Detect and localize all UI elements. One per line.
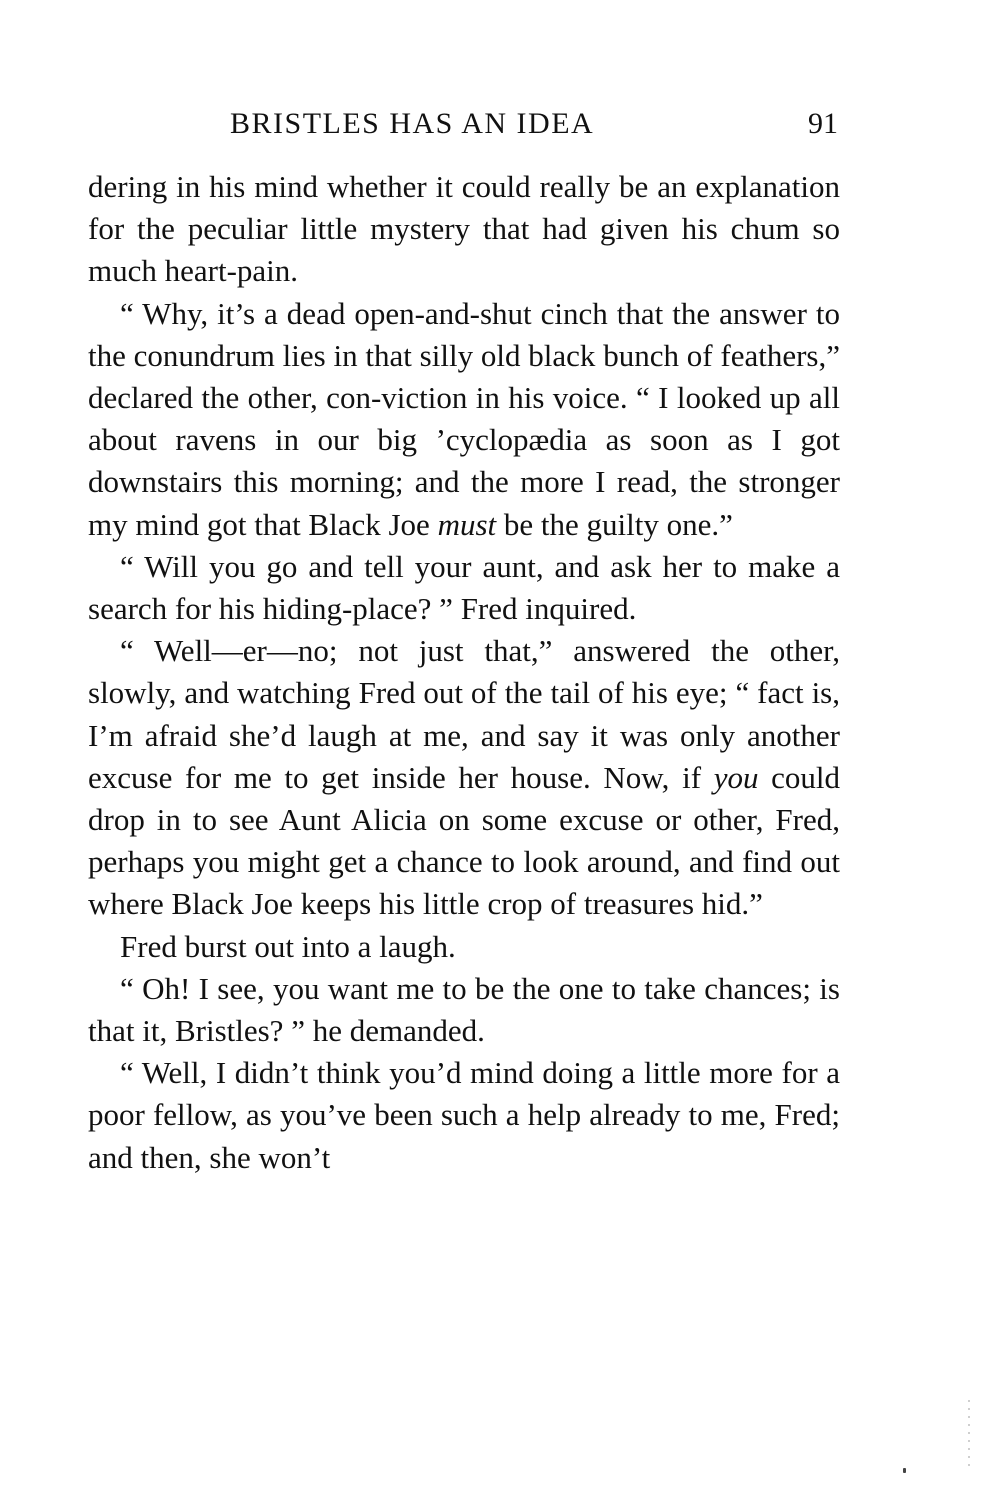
chapter-title: BRISTLES HAS AN IDEA bbox=[230, 107, 595, 140]
paragraph bbox=[88, 630, 840, 925]
paragraph-text: “ Well—er—no; not just that,” answered the other, slowly, and watching Fred out of the tail of his eye; “ fact is, I’m afraid she’d laugh at me, and say it was only another excuse for me to get inside her house. Now, if bbox=[88, 633, 840, 795]
paragraph-text: “ Will you go and tell your aunt, and ask her to make a search for his hiding-place? ” Fred inquired. bbox=[88, 548, 840, 627]
paragraph bbox=[88, 926, 840, 968]
paragraph bbox=[88, 293, 840, 546]
paragraph-text: be the guilty one.” bbox=[496, 506, 733, 542]
paragraph bbox=[88, 1052, 840, 1179]
body-text bbox=[88, 166, 840, 1179]
margin-marks bbox=[968, 1400, 970, 1470]
paragraph bbox=[88, 166, 840, 293]
paragraph-text: “ Well, I didn’t think you’d mind doing a little more for a poor fellow, as you’ve been such a help already to me, Fred; and then, she won’t bbox=[88, 1055, 840, 1175]
page-number: 91 bbox=[808, 107, 838, 140]
paragraph-text: “ Why, it’s a dead open-and-shut cinch that the answer to the conundrum lies in that silly old black bunch of feathers,” declared the other, con-viction in his voice. “ I looked up all about ravens in our big ’cyclopædia as soon as I got downstairs this morning; and the more I read, the stronger my mind got that Black Joe bbox=[88, 295, 840, 542]
paragraph-text: dering in his mind whether it could really be an explanation for the peculiar little mystery that had given his chum so much heart-pain. bbox=[88, 169, 840, 289]
print-speck bbox=[903, 1468, 906, 1473]
paragraph-text: Fred burst out into a laugh. bbox=[120, 928, 456, 964]
paragraph bbox=[88, 546, 840, 630]
running-head bbox=[88, 104, 840, 144]
paragraph-text: could drop in to see Aunt Alicia on some excuse or other, Fred, perhaps you might get a chance to look around, and find out where Black Joe keeps his little crop of treasures hid.” bbox=[88, 759, 840, 922]
paragraph bbox=[88, 968, 840, 1052]
italic-text: must bbox=[437, 506, 497, 542]
italic-text: you bbox=[713, 759, 759, 795]
paragraph-text: “ Oh! I see, you want me to be the one to take chances; is that it, Bristles? ” he demanded. bbox=[88, 970, 840, 1049]
